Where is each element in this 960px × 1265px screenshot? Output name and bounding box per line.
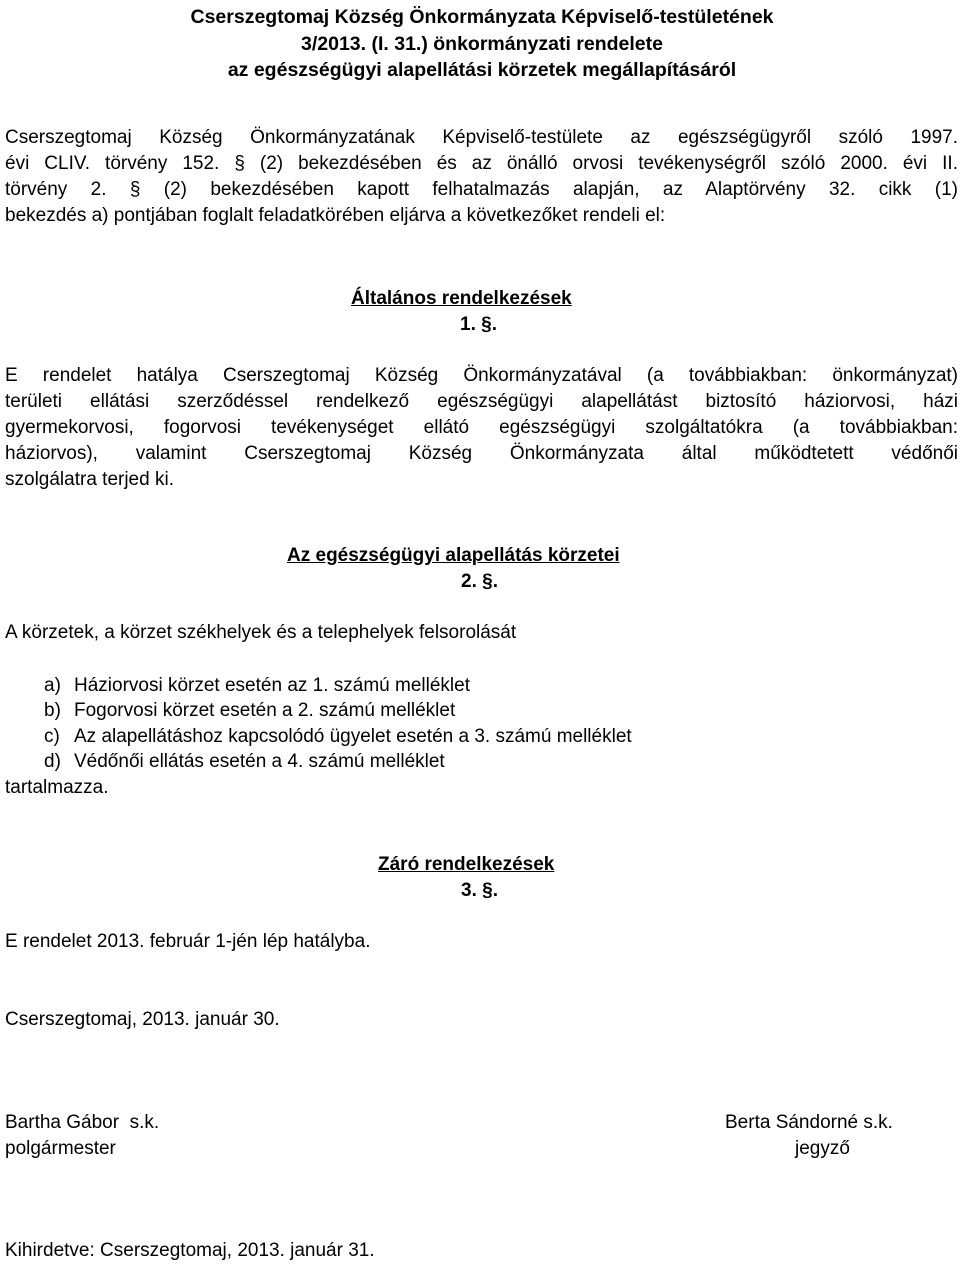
document-title [0,4,960,84]
list-item [44,724,632,750]
list-item [44,749,445,775]
preamble-line-1: Cserszegtomaj Község Önkormányzatának Képviselő-testülete az egészségügyről szóló 1997. [5,127,958,148]
section-2-intro: A körzetek, a körzet székhelyek és a telephelyek felsorolását [5,622,517,643]
section-1-number: 1. §. [460,314,497,335]
list-item-label: b) [44,700,61,721]
list-item-label: a) [44,675,61,696]
preamble [5,125,958,229]
list-item-text: Háziorvosi körzet esetén az 1. számú melléklet [74,675,470,696]
title-line-1: Cserszegtomaj Község Önkormányzata Képviselő-testületének [190,6,774,28]
section-2-heading: Az egészségügyi alapellátás körzetei [287,545,620,566]
list-item-text: Az alapellátáshoz kapcsolódó ügyelet esetén a 3. számú melléklet [74,726,632,747]
list-item-text: Fogorvosi körzet esetén a 2. számú melléklet [74,700,456,721]
section-1-body [5,363,958,493]
list-item-text: Védőnői ellátás esetén a 4. számú melléklet [74,751,445,772]
list-item [44,673,470,699]
list-item [44,698,455,724]
section-2-outro: tartalmazza. [5,777,109,798]
signature-left-name: Bartha Gábor s.k. [5,1112,160,1133]
title-line-2: 3/2013. (I. 31.) önkormányzati rendelete [301,32,663,55]
promulgation-note: Kihirdetve: Cserszegtomaj, 2013. január 31. [5,1240,375,1261]
section-1-line-1: E rendelet hatálya Cserszegtomaj Község Önkormányzatával (a továbbiakban: önkormányzat) [5,365,958,386]
list-item-label: c) [44,726,60,747]
signature-right-title: jegyző [795,1138,850,1159]
signature-right-name: Berta Sándorné s.k. [725,1112,893,1133]
preamble-line-3: törvény 2. § (2) bekezdésében kapott felhatalmazás alapján, az Alaptörvény 32. cikk (1) [5,179,958,200]
place-date: Cserszegtomaj, 2013. január 30. [5,1009,280,1030]
section-1-line-4: háziorvos), valamint Cserszegtomaj Község Önkormányzata által működtetett védőnői [5,443,958,464]
section-1-line-2: területi ellátási szerződéssel rendelkező egészségügyi alapellátást biztosító háziorvosi, házi [5,391,958,412]
title-line-3: az egészségügyi alapellátási körzetek megállapításáról [227,59,737,81]
preamble-line-2: évi CLIV. törvény 152. § (2) bekezdésében és az önálló orvosi tevékenységről szóló 2000. évi II. [5,153,958,174]
signature-left-title: polgármester [5,1138,116,1159]
preamble-line-4: bekezdés a) pontjában foglalt feladatkörében eljárva a következőket rendeli el: [5,205,666,226]
section-3-number: 3. §. [461,880,498,901]
section-1-heading: Általános rendelkezések [351,288,572,309]
section-3-heading: Záró rendelkezések [378,854,555,875]
list-item-label: d) [44,751,61,772]
section-1-line-3: gyermekorvosi, fogorvosi tevékenységet ellátó egészségügyi szolgáltatókra (a továbbiakban: [5,417,958,438]
section-2-number: 2. §. [461,571,498,592]
section-1-line-5: szolgálatra terjed ki. [5,469,174,490]
section-3-text: E rendelet 2013. február 1-jén lép hatályba. [5,931,371,952]
